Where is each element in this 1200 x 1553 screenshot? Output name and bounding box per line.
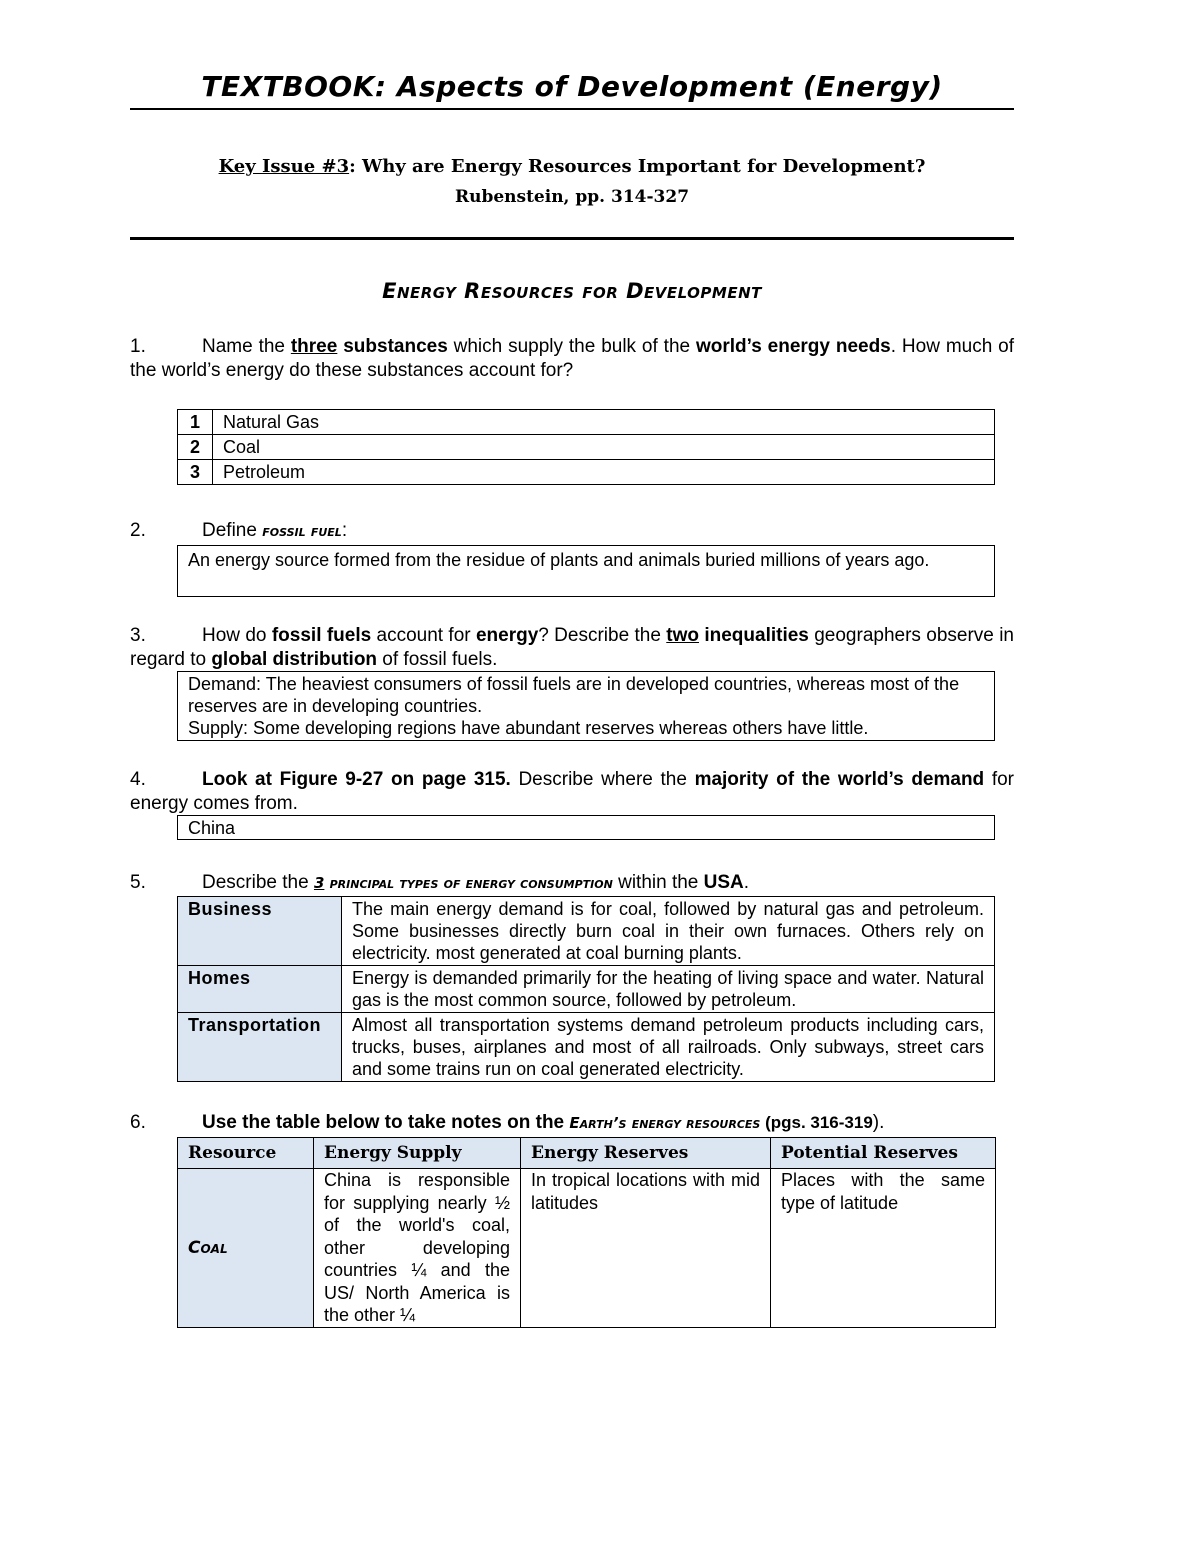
header-divider (130, 237, 1014, 240)
q1-answer-table (177, 409, 995, 485)
q5-term: principal types of energy consumption (324, 874, 613, 892)
row-number: 2 (178, 435, 213, 460)
supply-cell[interactable]: China is responsible for supplying nearly ½ of the world's coal, other developing countries ¼ and the US/ North America is the other ¼ (314, 1169, 521, 1328)
q6-term: Earth’s energy resources (569, 1114, 761, 1132)
q4-emphasis: majority of the world’s demand (694, 769, 985, 790)
table-row (178, 966, 995, 1013)
category-label: Business (178, 897, 342, 966)
key-issue-text: : Why are Energy Resources Important for Development? (349, 156, 926, 177)
q1-text: Name the (202, 336, 291, 357)
question-6 (130, 1111, 1014, 1135)
table-row (178, 897, 995, 966)
q3-text: account for (371, 625, 476, 646)
textbook-pages: Rubenstein, pp. 314-327 (454, 187, 690, 207)
q3-text: ? Describe the (538, 625, 667, 646)
answer-cell[interactable]: Coal (213, 435, 995, 460)
q1-emphasis: substances (343, 336, 448, 357)
question-number: 3. (130, 625, 146, 646)
key-issue-label: Key Issue #3 (218, 156, 350, 177)
table-header-row (178, 1138, 996, 1169)
q4-answer-box[interactable]: China (177, 815, 995, 840)
section-title: Energy Resources for Development (382, 279, 762, 303)
question-3 (130, 624, 1014, 672)
column-header: Resource (178, 1138, 314, 1169)
q5-term: 3 (313, 874, 325, 892)
table-row (178, 1013, 995, 1082)
q3-text: of fossil fuels. (377, 649, 498, 670)
resource-name: Coal (188, 1238, 228, 1258)
q1-text: . How much of the world’s energy do these substances account for? (130, 336, 1015, 381)
resource-cell (178, 1169, 314, 1328)
q1-emphasis: three (290, 336, 338, 357)
q3-emphasis: fossil fuels (271, 625, 372, 646)
question-number: 5. (130, 872, 146, 893)
category-label: Homes (178, 966, 342, 1013)
q2-term: fossil fuel (262, 522, 342, 540)
column-header: Energy Reserves (521, 1138, 771, 1169)
q6-emphasis: Use the table below to take notes on the (202, 1112, 570, 1133)
q1-emphasis: world’s energy needs (695, 336, 891, 357)
answer-cell[interactable]: The main energy demand is for coal, followed by natural gas and petroleum. Some businesses directly burn coal in their own furnaces. Others rely on electricity. most generated at coal burning plants. (342, 897, 995, 966)
table-row (178, 410, 995, 435)
table-row (178, 460, 995, 485)
q2-text: Define (202, 520, 263, 541)
title-divider (130, 108, 1014, 110)
q3-emphasis: global distribution (211, 649, 378, 670)
question-number: 1. (130, 336, 146, 357)
q2-text: : (341, 520, 348, 541)
question-number: 4. (130, 769, 146, 790)
q5-text: Describe the (202, 872, 314, 893)
q5-text: . (743, 872, 750, 893)
q6-resources-table (177, 1137, 996, 1328)
q3-emphasis: two (666, 625, 699, 646)
question-number: 6. (130, 1112, 146, 1133)
q3-answer-box[interactable] (177, 671, 995, 741)
q5-emphasis: USA (703, 872, 744, 893)
table-row (178, 435, 995, 460)
q4-text: for energy comes from. (130, 769, 1014, 814)
q2-answer-box[interactable]: An energy source formed from the residue of plants and animals buried millions of years ago. (177, 545, 995, 597)
q4-emphasis: Look at Figure 9-27 on page 315. (202, 769, 511, 790)
reserves-cell[interactable]: In tropical locations with mid latitudes (521, 1169, 771, 1328)
page-title: TEXTBOOK: Aspects of Development (Energy) (201, 70, 943, 103)
question-2 (130, 519, 1014, 543)
q5-consumption-table (177, 896, 995, 1082)
question-4 (130, 768, 1014, 816)
row-number: 3 (178, 460, 213, 485)
q6-pages: (pgs. 316-319 (760, 1113, 873, 1132)
q3-text: How do (202, 625, 272, 646)
category-label: Transportation (178, 1013, 342, 1082)
question-5 (130, 871, 1014, 895)
q3-emphasis: energy (475, 625, 539, 646)
q3-answer-demand: Demand: The heaviest consumers of fossil fuels are in developed countries, whereas most of the reserves are in developing countries. (188, 674, 960, 716)
row-number: 1 (178, 410, 213, 435)
column-header: Energy Supply (314, 1138, 521, 1169)
table-row (178, 1169, 996, 1328)
potential-cell[interactable]: Places with the same type of latitude (771, 1169, 996, 1328)
answer-cell[interactable]: Almost all transportation systems demand petroleum products including cars, trucks, buses, airplanes and most of all railroads. Only subways, street cars and some trains run on coal generated electricity. (342, 1013, 995, 1082)
q4-text: Describe where the (510, 769, 695, 790)
q6-text: ). (872, 1112, 885, 1133)
q1-text: which supply the bulk of the (447, 336, 696, 357)
question-number: 2. (130, 520, 146, 541)
answer-cell[interactable]: Natural Gas (213, 410, 995, 435)
key-issue (130, 156, 1014, 177)
q3-answer-supply: Supply: Some developing regions have abundant reserves whereas others have little. (188, 718, 869, 738)
q3-text: geographers observe in regard to (130, 625, 1014, 670)
answer-cell[interactable]: Energy is demanded primarily for the heating of living space and water. Natural gas is the most common source, followed by petroleum. (342, 966, 995, 1013)
q3-emphasis: inequalities (704, 625, 809, 646)
question-1 (130, 335, 1014, 383)
column-header: Potential Reserves (771, 1138, 996, 1169)
answer-cell[interactable]: Petroleum (213, 460, 995, 485)
q5-text: within the (612, 872, 704, 893)
